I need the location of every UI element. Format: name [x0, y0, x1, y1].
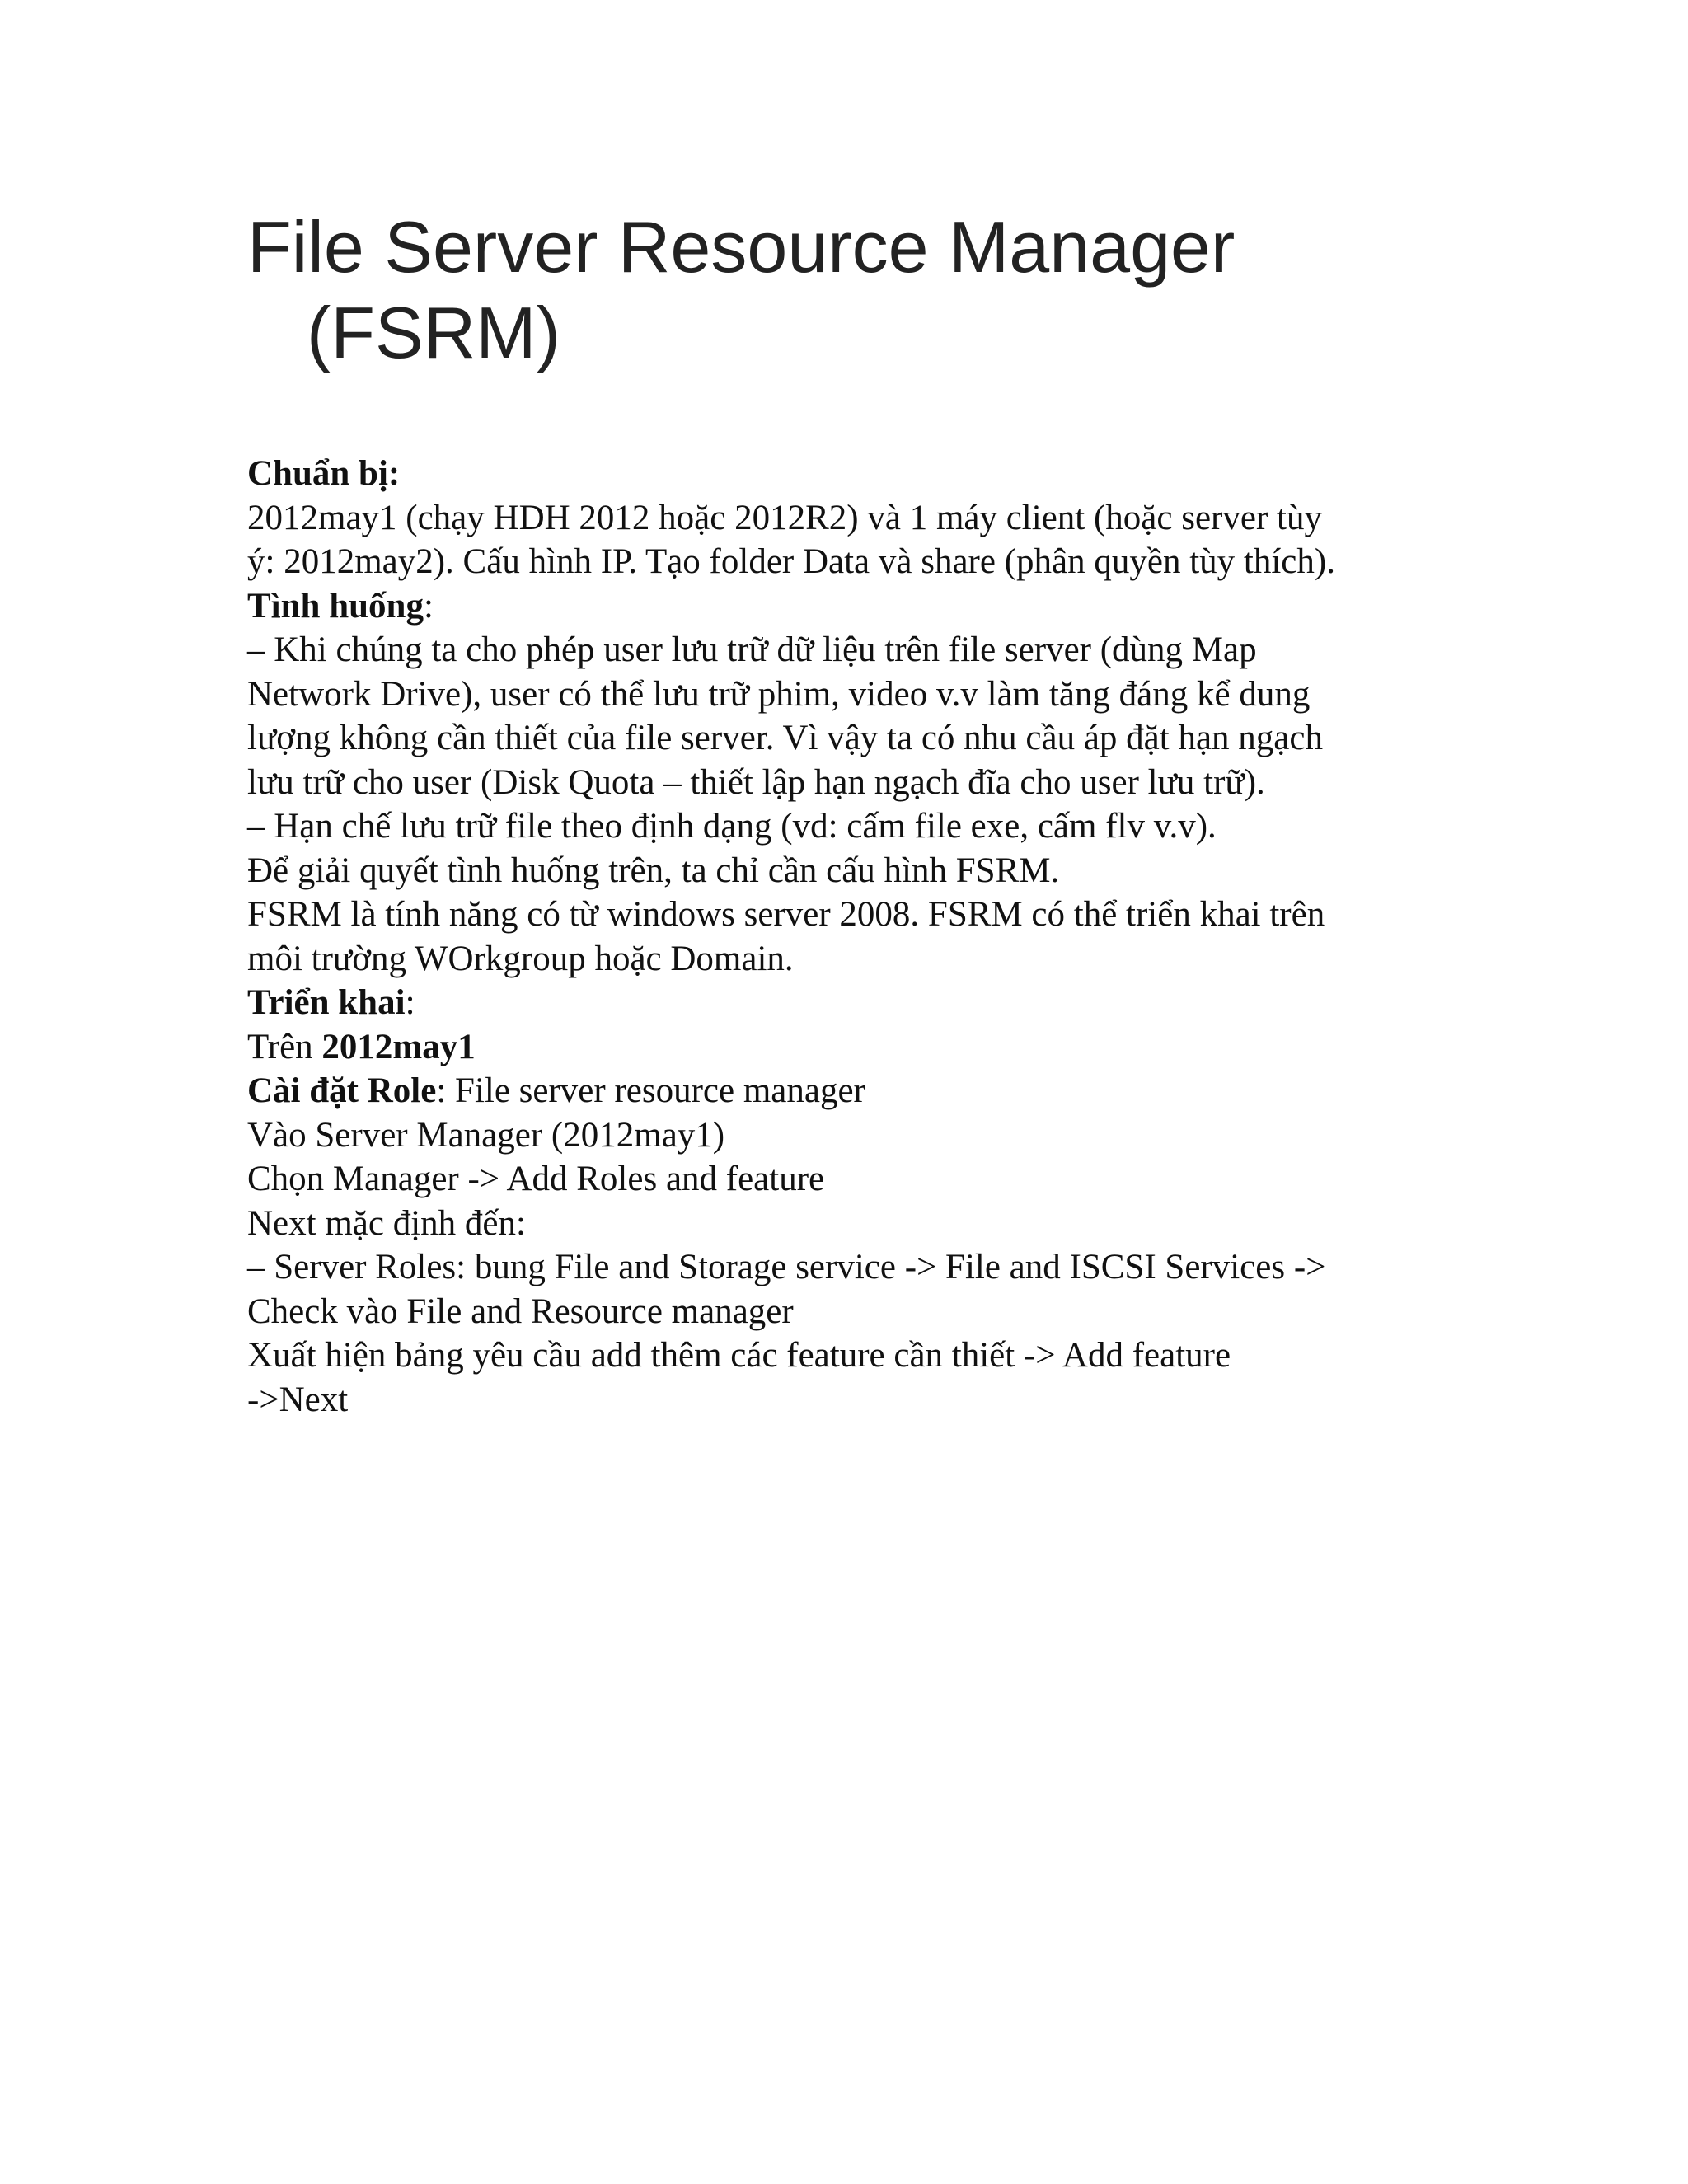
title-line-1: File Server Resource Manager — [247, 206, 1236, 288]
paragraph-line: Để giải quyết tình huống trên, ta chỉ cần cấu hình FSRM. — [247, 851, 1060, 890]
paragraph-line: ->Next — [247, 1380, 349, 1419]
paragraph-line: Check vào File and Resource manager — [247, 1291, 794, 1331]
paragraph-line: Chọn Manager -> Add Roles and feature — [247, 1160, 825, 1198]
heading-text: Chuẩn bị: — [247, 454, 401, 493]
line-text: : — [405, 983, 415, 1022]
paragraph-line: 2012may1 (chạy HDH 2012 hoặc 2012R2) và 1 máy client (hoặc server tùy — [247, 498, 1322, 537]
line-text: : File server resource manager — [436, 1071, 865, 1110]
paragraph-line: Vào Server Manager (2012may1) — [247, 1115, 725, 1155]
heading-text: Tình huống — [247, 586, 424, 626]
paragraph-line: Xuất hiện bảng yêu cầu add thêm các feature cần thiết -> Add feature — [247, 1336, 1231, 1375]
server-name: 2012may1 — [321, 1027, 476, 1066]
heading-text: Cài đặt Role — [247, 1071, 437, 1110]
document-body — [247, 452, 1451, 1422]
install-role-line — [247, 1069, 1451, 1113]
heading-chuan-bi — [247, 452, 1451, 496]
paragraph-line: ý: 2012may2). Cấu hình IP. Tạo folder Data và share (phân quyền tùy thích). — [247, 542, 1335, 581]
paragraph-line: – Hạn chế lưu trữ file theo định dạng (vd: cấm file exe, cấm flv v.v). — [247, 807, 1217, 846]
paragraph-line: Next mặc định đến: — [247, 1203, 526, 1243]
paragraph-line: lưu trữ cho user (Disk Quota – thiết lập hạn ngạch đĩa cho user lưu trữ). — [247, 762, 1265, 802]
paragraph-line: FSRM là tính năng có từ windows server 2008. FSRM có thể triển khai trên — [247, 895, 1325, 934]
line-text: : — [423, 586, 434, 626]
heading-text: Triển khai — [247, 983, 406, 1022]
heading-trien-khai — [247, 981, 1451, 1025]
paragraph-line: – Khi chúng ta cho phép user lưu trữ dữ liệu trên file server (dùng Map — [247, 630, 1257, 669]
document-title — [247, 204, 1484, 376]
target-server-line — [247, 1025, 1451, 1070]
paragraph-line: Network Drive), user có thể lưu trữ phim, video v.v làm tăng đáng kể dung — [247, 674, 1311, 714]
heading-tinh-huong — [247, 584, 1451, 629]
paragraph-line: – Server Roles: bung File and Storage service -> File and ISCSI Services -> — [247, 1248, 1326, 1286]
paragraph-line: lượng không cần thiết của file server. Vì vậy ta có nhu cầu áp đặt hạn ngạch — [247, 719, 1323, 757]
line-prefix: Trên — [247, 1027, 322, 1066]
title-line-2: (FSRM) — [307, 292, 560, 373]
paragraph-line: môi trường WOrkgroup hoặc Domain. — [247, 939, 794, 978]
